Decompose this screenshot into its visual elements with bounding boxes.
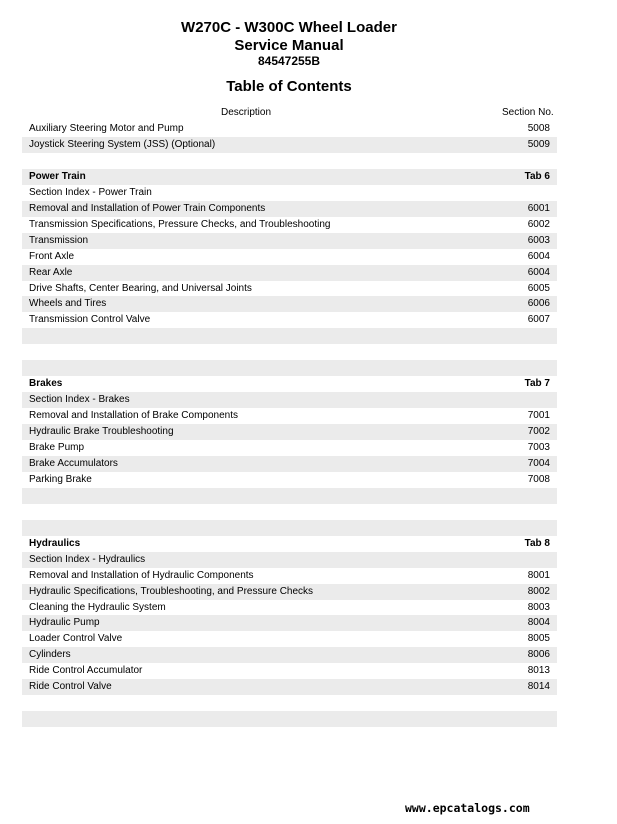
toc-entry-description: Front Axle bbox=[29, 250, 75, 262]
toc-entry-description: Loader Control Valve bbox=[29, 633, 123, 645]
toc-entry-description: Transmission bbox=[29, 234, 89, 246]
toc-entry-section-number: 8006 bbox=[527, 649, 550, 661]
toc-spacer-row bbox=[22, 488, 557, 504]
toc-entry-description: Hydraulic Brake Troubleshooting bbox=[29, 426, 174, 438]
toc-entry[interactable] bbox=[22, 249, 557, 265]
toc-entry-section-number: 6004 bbox=[527, 250, 550, 262]
toc-entry-section-number: 7003 bbox=[527, 442, 550, 453]
toc-entry-description: Power Train bbox=[29, 170, 86, 182]
toc-entry[interactable] bbox=[22, 679, 557, 695]
toc-section-heading[interactable] bbox=[22, 169, 557, 185]
toc-spacer-row bbox=[22, 360, 557, 376]
document-subtitle: Service Manual bbox=[234, 37, 344, 54]
toc-entry-section-number: 6003 bbox=[527, 234, 550, 246]
toc-entry-description: Brakes bbox=[29, 378, 63, 390]
toc-entry[interactable] bbox=[22, 552, 557, 568]
toc-entry[interactable] bbox=[22, 472, 557, 488]
toc-entry[interactable] bbox=[22, 312, 557, 328]
column-header-description: Description bbox=[221, 107, 272, 118]
toc-entry-section-number: 8003 bbox=[527, 601, 550, 613]
toc-entry-description: Hydraulic Specifications, Troubleshooting, and Pressure Checks bbox=[29, 585, 314, 597]
toc-section-heading[interactable] bbox=[22, 376, 557, 392]
toc-entry[interactable] bbox=[22, 615, 557, 631]
toc-spacer-row bbox=[22, 711, 557, 727]
toc-entry-description: Ride Control Accumulator bbox=[29, 665, 143, 677]
toc-entry-section-number: 7001 bbox=[527, 410, 550, 422]
toc-entry-section-number: Tab 6 bbox=[524, 170, 550, 182]
part-number: 84547255B bbox=[257, 54, 321, 68]
toc-entry-description: Section Index - Hydraulics bbox=[29, 553, 146, 565]
toc-entry-section-number: 8004 bbox=[527, 617, 550, 629]
toc-entry-description: Auxiliary Steering Motor and Pump bbox=[29, 123, 184, 134]
toc-entry[interactable] bbox=[22, 584, 557, 600]
toc-entry-section-number: 6006 bbox=[527, 298, 550, 310]
toc-entry-description: Cylinders bbox=[29, 649, 71, 661]
toc-entry[interactable] bbox=[22, 217, 557, 233]
toc-entry-section-number: 7004 bbox=[527, 457, 550, 469]
toc-entry-description: Transmission Control Valve bbox=[29, 314, 151, 326]
toc-entry[interactable] bbox=[22, 663, 557, 679]
toc-entry[interactable] bbox=[22, 121, 557, 137]
toc-entry-section-number: 5008 bbox=[527, 123, 550, 134]
toc-entry-description: Transmission Specifications, Pressure Checks, and Troubleshooting bbox=[29, 218, 331, 230]
toc-entry-description: Brake Accumulators bbox=[29, 457, 118, 469]
document-title: W270C - W300C Wheel Loader bbox=[181, 19, 397, 36]
toc-entry[interactable] bbox=[22, 281, 557, 297]
toc-spacer-row bbox=[22, 328, 557, 344]
toc-entry[interactable] bbox=[22, 201, 557, 217]
toc-entry-description: Section Index - Power Train bbox=[29, 186, 152, 198]
footer-url[interactable]: www.epcatalogs.com bbox=[405, 801, 530, 815]
toc-entry-description: Brake Pump bbox=[29, 442, 85, 453]
toc-entry-description: Rear Axle bbox=[29, 266, 73, 278]
toc-entry-section-number: 8001 bbox=[527, 569, 550, 581]
toc-entry[interactable] bbox=[22, 440, 557, 456]
toc-entry-section-number: 7002 bbox=[527, 426, 550, 438]
toc-entry-description: Wheels and Tires bbox=[29, 298, 107, 310]
toc-entry[interactable] bbox=[22, 185, 557, 201]
toc-entry[interactable] bbox=[22, 424, 557, 440]
toc-entry[interactable] bbox=[22, 600, 557, 616]
toc-spacer-row bbox=[22, 504, 557, 520]
toc-entry-section-number: Tab 7 bbox=[524, 378, 550, 390]
toc-entry-section-number: 8005 bbox=[527, 633, 550, 645]
toc-spacer-row bbox=[22, 153, 557, 169]
toc-entry-section-number: 6004 bbox=[527, 266, 550, 278]
toc-spacer-row bbox=[22, 344, 557, 360]
toc-entry-description: Ride Control Valve bbox=[29, 681, 112, 693]
toc-entry[interactable] bbox=[22, 137, 557, 153]
toc-entry-section-number: 7008 bbox=[527, 473, 550, 485]
toc-entry[interactable] bbox=[22, 647, 557, 663]
toc-entry[interactable] bbox=[22, 631, 557, 647]
toc-entry-section-number: 5009 bbox=[527, 138, 550, 150]
toc-spacer-row bbox=[22, 520, 557, 536]
toc-entry-description: Removal and Installation of Brake Components bbox=[29, 410, 239, 422]
toc-entry-description: Parking Brake bbox=[29, 473, 92, 485]
toc-entry[interactable] bbox=[22, 456, 557, 472]
toc-entry-description: Hydraulics bbox=[29, 537, 81, 549]
toc-entry[interactable] bbox=[22, 568, 557, 584]
toc-entry-section-number: 8002 bbox=[527, 585, 550, 597]
toc-entry-description: Joystick Steering System (JSS) (Optional) bbox=[29, 138, 216, 150]
toc-entry-section-number: 6002 bbox=[527, 218, 550, 230]
toc-entry-section-number: 6007 bbox=[527, 314, 550, 326]
toc-entry[interactable] bbox=[22, 392, 557, 408]
toc-entry-description: Hydraulic Pump bbox=[29, 617, 100, 629]
toc-entry-description: Removal and Installation of Hydraulic Components bbox=[29, 569, 254, 581]
toc-entry-section-number: 6005 bbox=[527, 282, 550, 294]
toc-entry[interactable] bbox=[22, 265, 557, 281]
toc-entry[interactable] bbox=[22, 233, 557, 249]
toc-entry-section-number: 6001 bbox=[527, 202, 550, 214]
toc-entry-description: Section Index - Brakes bbox=[29, 394, 130, 406]
toc-entry[interactable] bbox=[22, 408, 557, 424]
toc-entry-section-number: Tab 8 bbox=[524, 537, 550, 549]
toc-entry[interactable] bbox=[22, 296, 557, 312]
toc-heading: Table of Contents bbox=[226, 78, 352, 95]
toc-entry-description: Cleaning the Hydraulic System bbox=[29, 601, 166, 613]
toc-entry-description: Removal and Installation of Power Train Components bbox=[29, 202, 266, 214]
toc-spacer-row bbox=[22, 695, 557, 711]
toc-entry-section-number: 8014 bbox=[527, 681, 550, 693]
column-header-section: Section No. bbox=[502, 107, 554, 118]
toc-entry-description: Drive Shafts, Center Bearing, and Universal Joints bbox=[29, 282, 252, 294]
toc-section-heading[interactable] bbox=[22, 536, 557, 552]
toc-entry-section-number: 8013 bbox=[527, 665, 550, 677]
